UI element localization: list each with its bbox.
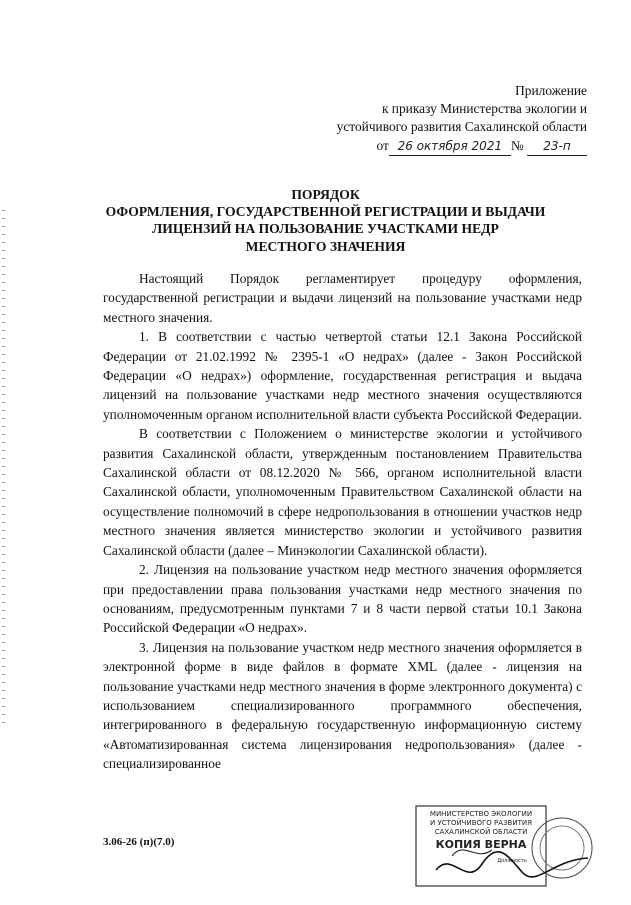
appendix-date-number-line <box>337 137 587 156</box>
paragraph-1-continued: В соответствии с Положением о министерстве экологии и устойчивого развития Сахалинской области, утвержденным постановлением Правительства Сахалинской области от 08.12.2020 № 566, органом исполнительной власти Сахалинской области, уполномоченным Правительством Сахалинской области на осуществление полномочий в сфере недропользования в отношении участков недр местного значения является министерство экологии и устойчивого развития Сахалинской области (далее – Минэкологии Сахалинской области). <box>103 426 582 558</box>
handwritten-signature <box>436 852 588 877</box>
title-line-3: ЛИЦЕНЗИЙ НА ПОЛЬЗОВАНИЕ УЧАСТКАМИ НЕДР <box>152 221 499 237</box>
certification-stamp <box>412 800 598 896</box>
title-line-2: ОФОРМЛЕНИЯ, ГОСУДАРСТВЕННОЙ РЕГИСТРАЦИИ И ВЫДАЧИ <box>105 204 546 220</box>
stamp-line-2: И УСТОЙЧИВОГО РАЗВИТИЯ <box>430 819 532 827</box>
stamp-line-3: САХАЛИНСКОЙ ОБЛАСТИ <box>434 828 528 836</box>
appendix-order-line: к приказу Министерства экологии и <box>381 101 587 117</box>
paragraph-3: 3. Лицензия на пользование участком недр местного значения оформляется в электронной форме в виде файлов в формате XML (далее - лицензия на пользование участками недр местного значения в форме электронного документа) с использованием специализированного программного обеспечения, интегрированного в федеральную государственную информационную систему «Автоматизированная система лицензирования недропользования» (далее - специализированное <box>103 639 582 772</box>
stamp-line-1: МИНИСТЕРСТВО ЭКОЛОГИИ <box>429 810 533 818</box>
document-code: 3.06-26 (п)(7.0) <box>103 836 175 848</box>
paragraph-2: 2. Лицензия на пользование участком недр местного значения оформляется при предоставлении права пользования участками недр местного значения по основаниям, предусмотренным пунктами 7 и 8 части первой статьи 10.1 Закона Российской Федерации «О недрах». <box>103 562 582 636</box>
round-seal <box>532 818 592 878</box>
paragraph-intro: Настоящий Порядок регламентирует процедуру оформления, государственной регистрации и выдачи лицензий на пользование участками недр местного значения. <box>103 271 582 325</box>
stamp-line-5: Должность <box>497 858 527 864</box>
number-label: № <box>510 137 524 153</box>
handwritten-number: 23-п <box>527 137 587 156</box>
scan-edge-marks <box>2 210 5 730</box>
appendix-header <box>337 82 587 156</box>
document-body <box>103 269 582 774</box>
title-line-1: ПОРЯДОК <box>291 187 360 202</box>
from-label: от <box>376 137 389 153</box>
title-line-4: МЕСТНОГО ЗНАЧЕНИЯ <box>245 238 406 254</box>
appendix-ministry-line: устойчивого развития Сахалинской области <box>336 119 587 135</box>
stamp-line-4: КОПИЯ ВЕРНА <box>435 838 527 851</box>
paragraph-1: 1. В соответствии с частью четвертой статьи 12.1 Закона Российской Федерации от 21.02.1992 № 2395-1 «О недрах» (далее - Закон Российской Федерации «О недрах») оформление, государственная регистрация и выдача лицензий на пользование участками недр местного значения осуществляются уполномоченным органом исполнительной власти субъекта Российской Федерации. <box>103 329 582 422</box>
document-title <box>60 186 591 255</box>
handwritten-date: 26 октября 2021 <box>389 137 511 156</box>
appendix-label: Приложение <box>515 83 587 98</box>
